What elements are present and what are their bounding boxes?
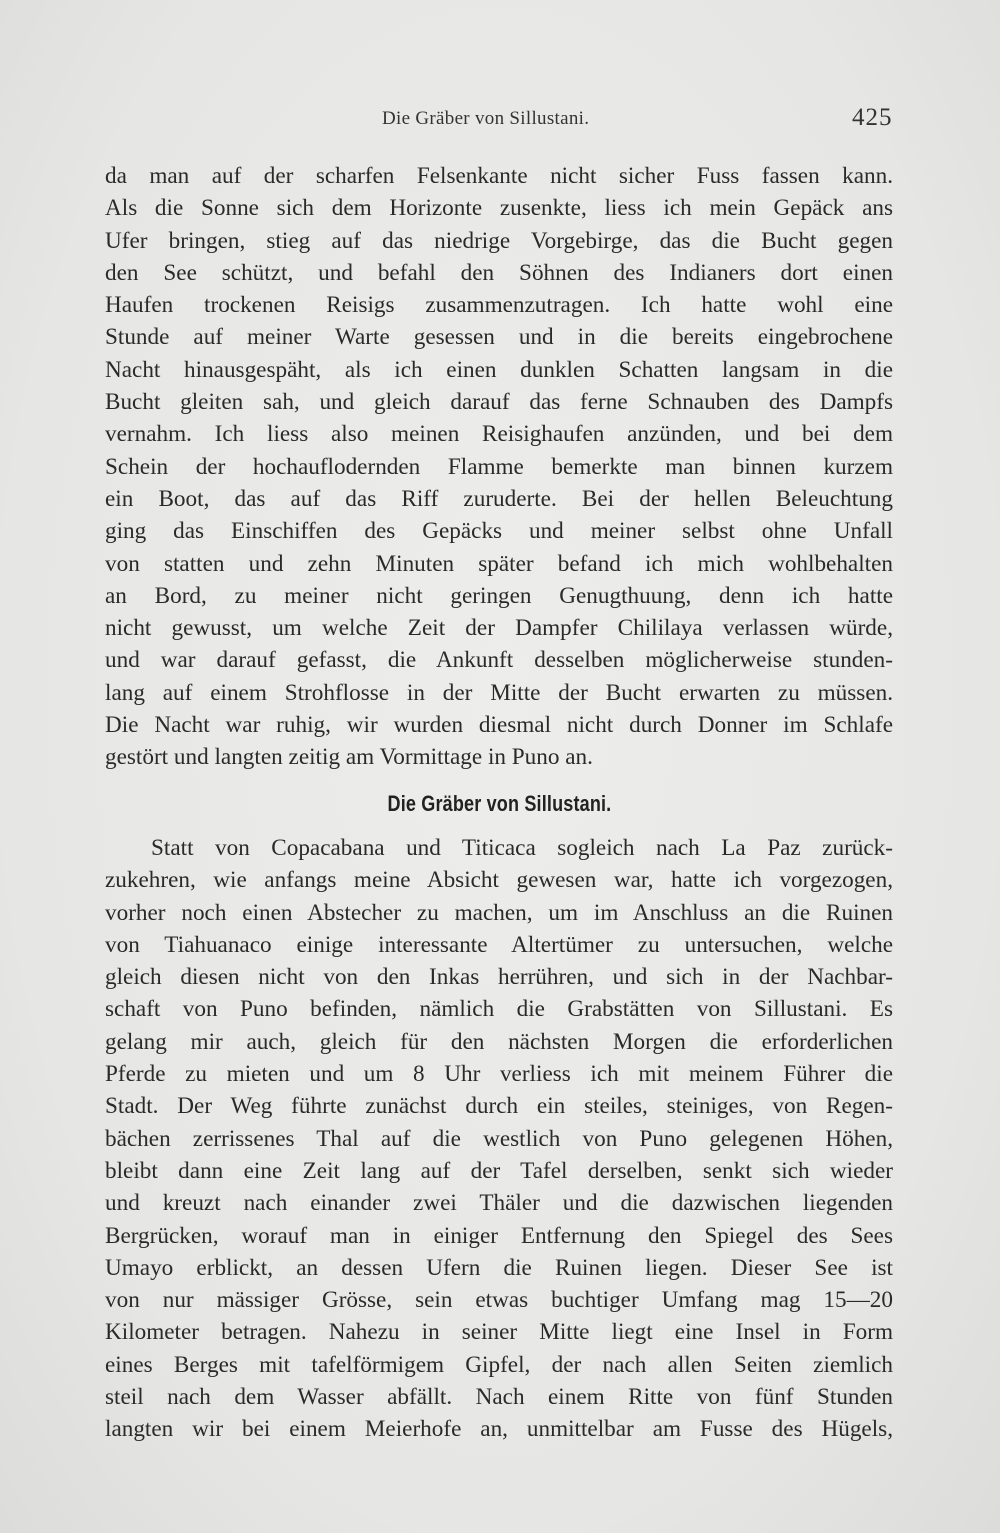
text-line: an Bord, zu meiner nicht geringen Genugthuung, denn ich hatte [105,582,893,609]
text-line: bächen zerrissenes Thal auf die westlich von Puno gelegenen Höhen, [105,1125,893,1152]
text-line: Bergrücken, worauf man in einiger Entfernung den Spiegel des Sees [105,1222,893,1249]
text-line: Haufen trockenen Reisigs zusammenzutragen. Ich hatte wohl eine [105,292,893,319]
text-line: von statten und zehn Minuten später befand ich mich wohlbehalten [105,550,893,577]
text-line: Pferde zu mieten und um 8 Uhr verliess ich mit meinem Führer die [105,1061,893,1088]
section-heading: Die Gräber von Sillustani. [387,791,612,816]
text-line: eines Berges mit tafelförmigem Gipfel, der nach allen Seiten ziemlich [105,1351,893,1378]
text-line: Bucht gleiten sah, und gleich darauf das ferne Schnauben des Dampfs [105,389,893,416]
running-title: Die Gräber von Sillustani. [382,108,590,129]
text-line: Umayo erblickt, an dessen Ufern die Ruinen liegen. Dieser See ist [105,1254,893,1281]
text-line: ging das Einschiffen des Gepäcks und meiner selbst ohne Unfall [105,518,893,545]
text-line: Statt von Copacabana und Titicaca sogleich nach La Paz zurück- [151,835,893,861]
text-line: Schein der hochauflodernden Flamme bemerkte man binnen kurzem [105,453,893,480]
text-line: da man auf der scharfen Felsenkante nicht sicher Fuss fassen kann. [105,163,893,189]
running-head [0,104,1000,138]
paragraph [105,832,893,1446]
page-number: 425 [852,104,893,131]
text-line: langten wir bei einem Meierhofe an, unmittelbar am Fusse des Hügels, [105,1416,893,1443]
text-line: Stadt. Der Weg führte zunächst durch ein steiles, steiniges, von Regen- [105,1093,893,1120]
text-line: schaft von Puno befinden, nämlich die Grabstätten von Sillustani. Es [105,996,893,1023]
text-line: Ufer bringen, stieg auf das niedrige Vorgebirge, das die Bucht gegen [105,227,893,254]
text-line: zukehren, wie anfangs meine Absicht gewesen war, hatte ich vorgezogen, [105,867,893,894]
text-line: Nacht hinausgespäht, als ich einen dunklen Schatten langsam in die [105,356,893,383]
text-line: bleibt dann eine Zeit lang auf der Tafel derselben, senkt sich wieder [105,1157,893,1184]
text-line: Als die Sonne sich dem Horizonte zusenkte, liess ich mein Gepäck ans [105,195,893,222]
text-line: lang auf einem Strohflosse in der Mitte der Bucht erwarten zu müssen. [105,679,893,706]
text-line: Die Nacht war ruhig, wir wurden diesmal nicht durch Donner im Schlafe [105,712,893,739]
text-line: gelang mir auch, gleich für den nächsten Morgen die erforderlichen [105,1028,893,1055]
paragraph-continued [105,160,893,774]
text-line: ein Boot, das auf das Riff zuruderte. Bei der hellen Beleuchtung [105,485,893,512]
text-line: von Tiahuanaco einige interessante Altertümer zu untersuchen, welche [105,931,893,958]
text-line: den See schützt, und befahl den Söhnen des Indianers dort einen [105,259,893,286]
text-line: gestört und langten zeitig am Vormittage in Puno an. [105,744,593,771]
text-line: und war darauf gefasst, die Ankunft desselben möglicherweise stunden- [105,647,893,674]
text-line: steil nach dem Wasser abfällt. Nach einem Ritte von fünf Stunden [105,1384,893,1411]
text-line: Kilometer betragen. Nahezu in seiner Mitte liegt eine Insel in Form [105,1319,893,1346]
text-line: von nur mässiger Grösse, sein etwas buchtiger Umfang mag 15—20 [105,1287,893,1314]
text-line: und kreuzt nach einander zwei Thäler und die dazwischen liegenden [105,1190,893,1217]
text-line: Stunde auf meiner Warte gesessen und in die bereits eingebrochene [105,324,893,351]
text-line: nicht gewusst, um welche Zeit der Dampfer Chililaya verlassen würde, [105,615,893,642]
text-line: vorher noch einen Abstecher zu machen, um im Anschluss an die Ruinen [105,899,893,926]
text-line: vernahm. Ich liess also meinen Reisighaufen anzünden, und bei dem [105,421,893,448]
text-line: gleich diesen nicht von den Inkas herrühren, und sich in der Nachbar- [105,964,893,991]
